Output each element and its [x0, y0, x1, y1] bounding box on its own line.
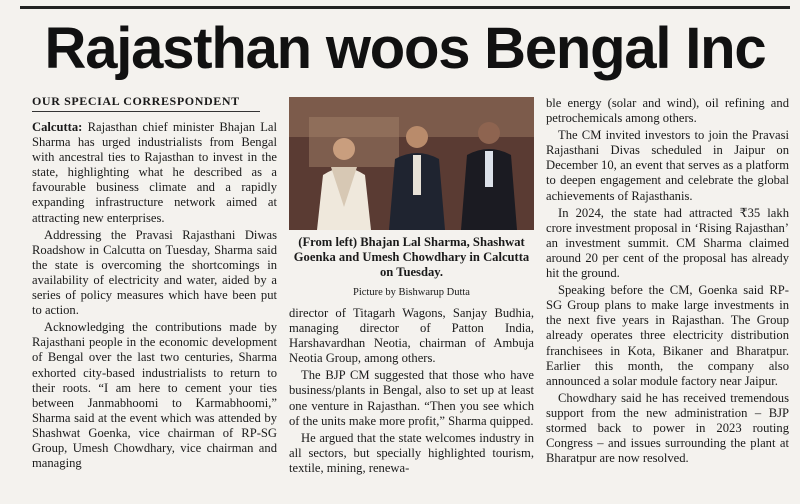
paragraph: director of Titagarh Wagons, Sanjay Budhia, managing director of Patton India, Harshavardhan Neotia, chairman of Ambuja Neotia Group, among others. — [289, 306, 534, 366]
headline: Rajasthan woos Bengal Inc — [44, 16, 766, 81]
paragraph: He argued that the state welcomes industry in all sectors, but specially highlighted tourism, textile, mining, renewa- — [289, 430, 534, 475]
paragraph — [32, 120, 277, 226]
paragraph: ble energy (solar and wind), oil refining and petrochemicals among others. — [546, 96, 789, 126]
byline: OUR SPECIAL CORRESPONDENT — [32, 94, 240, 108]
paragraph-text: Rajasthan chief minister Bhajan Lal Sharma has urged industrialists from Bengal with ancestral ties to Rajasthan to invest in the state, highlighting what he described as a favourable business climate and a rapidly expanding infrastructure network aimed at attracting new enterprises. — [32, 120, 277, 225]
column-1 — [32, 120, 277, 504]
photo-credit: Picture by Bishwarup Dutta — [353, 287, 470, 298]
paragraph: The BJP CM suggested that those who have business/plants in Bengal, also to set up at least one venture in Rajasthan. “Then you see which of the units make more profit,” Sharma quipped. — [289, 368, 534, 428]
dateline: Calcutta: — [32, 120, 83, 134]
top-rule — [20, 6, 790, 9]
paragraph: In 2024, the state had attracted ₹35 lakh crore investment proposal in ‘Rising Rajasthan’ an investment summit. CM Sharma claimed around 20 per cent of the proposal has already hit the ground. — [546, 205, 789, 281]
news-photo — [289, 97, 534, 230]
photo-illustration — [289, 97, 534, 230]
column-2 — [289, 306, 534, 504]
column-3 — [546, 96, 789, 504]
paragraph: Chowdhary said he has received tremendous support from the new administration – BJP stormed back to power in 2023 routing Congress – and issues surrounding the plant at Bharatpur are now resolved. — [546, 390, 789, 466]
paragraph: Addressing the Pravasi Rajasthani Diwas Roadshow in Calcutta on Tuesday, Sharma said the state is overcoming the shortcomings in availability of electricity and water, aided by a series of policy measures which have been put to action. — [32, 227, 277, 318]
paragraph: The CM invited investors to join the Pravasi Rajasthani Divas scheduled in Jaipur on December 10, an event that serves as a platform to deepen engagement and celebrate the global achievements of Rajasthanis. — [546, 128, 789, 203]
byline-rule — [32, 111, 260, 112]
photo-caption: (From left) Bhajan Lal Sharma, Shashwat Goenka and Umesh Chowdhary in Calcutta on Tuesday. — [293, 235, 530, 279]
paragraph: Speaking before the CM, Goenka said RP-SG Group plans to make large investments in the next five years in Rajasthan. The Group already operates three electricity distribution franchisees in Kota, Bikaner and Bharatpur. Earlier this month, the company also announced a solar module factory near Jaipur. — [546, 283, 789, 388]
paragraph: Acknowledging the contributions made by Rajasthani people in the economic development of Bengal over the last two centuries, Sharma exhorted city-based industrialists to return to their roots. “I am here to cement your ties between Janmabhoomi to Karmabhoomi,” Sharma said at the event which was attended by Shashwat Goenka, vice chairman of RP-SG Group, Umesh Chowdhary, vice chairman and managing — [32, 320, 277, 471]
